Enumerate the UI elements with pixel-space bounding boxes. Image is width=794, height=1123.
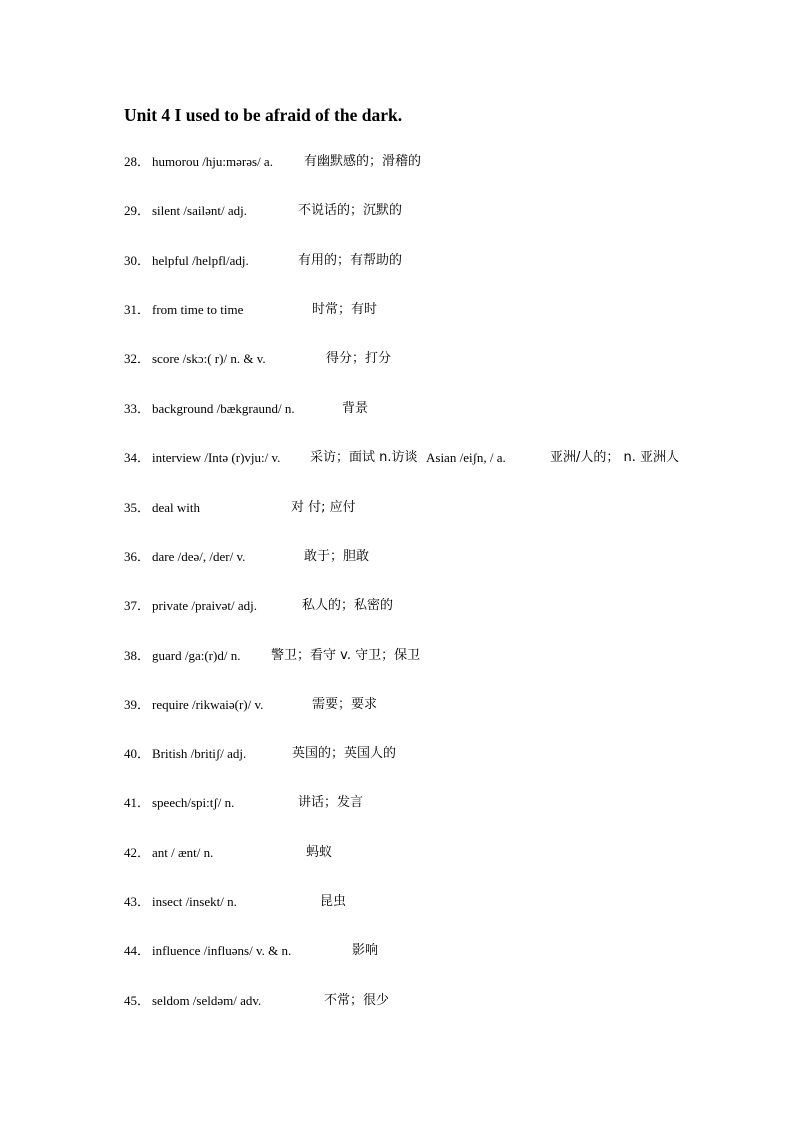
page-title: Unit 4 I used to be afraid of the dark. [124,105,403,125]
entry-chinese: 不说话的；沉默的 [298,203,403,218]
entry-english: insect /insekt/ n. [152,894,237,909]
entry-english: influence /influəns/ v. & n. [152,943,292,958]
entry-english: private /praivət/ adj. [152,598,258,613]
vocab-entry [124,547,764,567]
entry-chinese: 昆虫 [320,894,347,909]
entry-english: interview /Intə (r)vju:/ v. [152,450,281,465]
entry-english: British /britiʃ/ adj. [152,746,247,761]
entry-english: deal with [152,500,201,515]
vocab-entry [124,399,764,419]
entry-chinese: 有用的；有帮助的 [298,253,403,268]
entry-english: seldom /seldəm/ adv. [152,993,262,1008]
entry-english: humorou /hju:mərəs/ a. [152,154,273,169]
entry-chinese-extra: 亚洲/人的； n. 亚洲人 [550,450,680,465]
entry-number: 32． [124,351,151,366]
entry-chinese: 背景 [342,401,369,416]
vocab-entry [124,646,764,666]
vocab-entry [124,991,764,1011]
vocab-entry [124,349,764,369]
entry-english: silent /sailənt/ adj. [152,203,247,218]
entry-number: 40． [124,746,151,761]
vocab-entry [124,941,764,961]
entry-chinese: 得分；打分 [326,351,392,366]
vocab-entry [124,251,764,271]
entry-number: 42． [124,845,151,860]
entry-english: speech/spi:tʃ/ n. [152,795,235,810]
entry-english: from time to time [152,302,244,317]
entry-chinese: 敢于；胆敢 [304,549,370,564]
entry-number: 41． [124,795,151,810]
entry-chinese: 对 付; 应付 [291,500,356,515]
entry-english: helpful /helpfl/adj. [152,253,249,268]
entry-english-extra: Asian /eiʃn, / a. [426,450,506,465]
entry-english: require /rikwaiə(r)/ v. [152,697,264,712]
entry-chinese: 时常；有时 [312,302,378,317]
vocab-entry [124,892,764,912]
entry-chinese: 蚂蚁 [306,845,333,860]
entry-english: guard /ga:(r)d/ n. [152,648,241,663]
entry-number: 38． [124,648,151,663]
entry-chinese: 不常；很少 [324,993,390,1008]
entry-chinese: 采访；面试 n.访谈 [310,450,418,465]
entry-english: score /skɔ:( r)/ n. & v. [152,351,266,366]
entry-chinese: 私人的；私密的 [302,598,394,613]
entry-chinese: 警卫；看守 v. 守卫；保卫 [271,648,421,663]
entry-english: dare /deə/, /der/ v. [152,549,246,564]
entry-number: 36． [124,549,151,564]
entry-number: 29． [124,203,151,218]
vocab-entry [124,201,764,221]
entry-number: 35． [124,500,151,515]
entry-chinese: 讲话；发言 [298,795,364,810]
vocab-entry [124,300,764,320]
entry-chinese: 影响 [352,943,379,958]
entry-number: 31． [124,302,151,317]
entry-number: 39． [124,697,151,712]
entry-chinese: 英国的；英国人的 [292,746,397,761]
entry-number: 45． [124,993,151,1008]
entry-number: 33． [124,401,151,416]
vocab-entry [124,695,764,715]
entry-english: ant / ænt/ n. [152,845,214,860]
entry-chinese: 需要；要求 [312,697,378,712]
entry-number: 30． [124,253,151,268]
vocab-entry [124,744,764,764]
vocab-entry [124,843,764,863]
entry-number: 44． [124,943,151,958]
entry-number: 34． [124,450,151,465]
entry-number: 43． [124,894,151,909]
entry-number: 28． [124,154,151,169]
vocab-entry [124,793,764,813]
entry-number: 37． [124,598,151,613]
vocab-entry [124,596,764,616]
entry-english: background /bækgraund/ n. [152,401,295,416]
vocab-entry [124,152,764,172]
entry-chinese: 有幽默感的；滑稽的 [304,154,422,169]
vocab-entry [124,498,764,518]
vocab-entry [124,448,764,468]
